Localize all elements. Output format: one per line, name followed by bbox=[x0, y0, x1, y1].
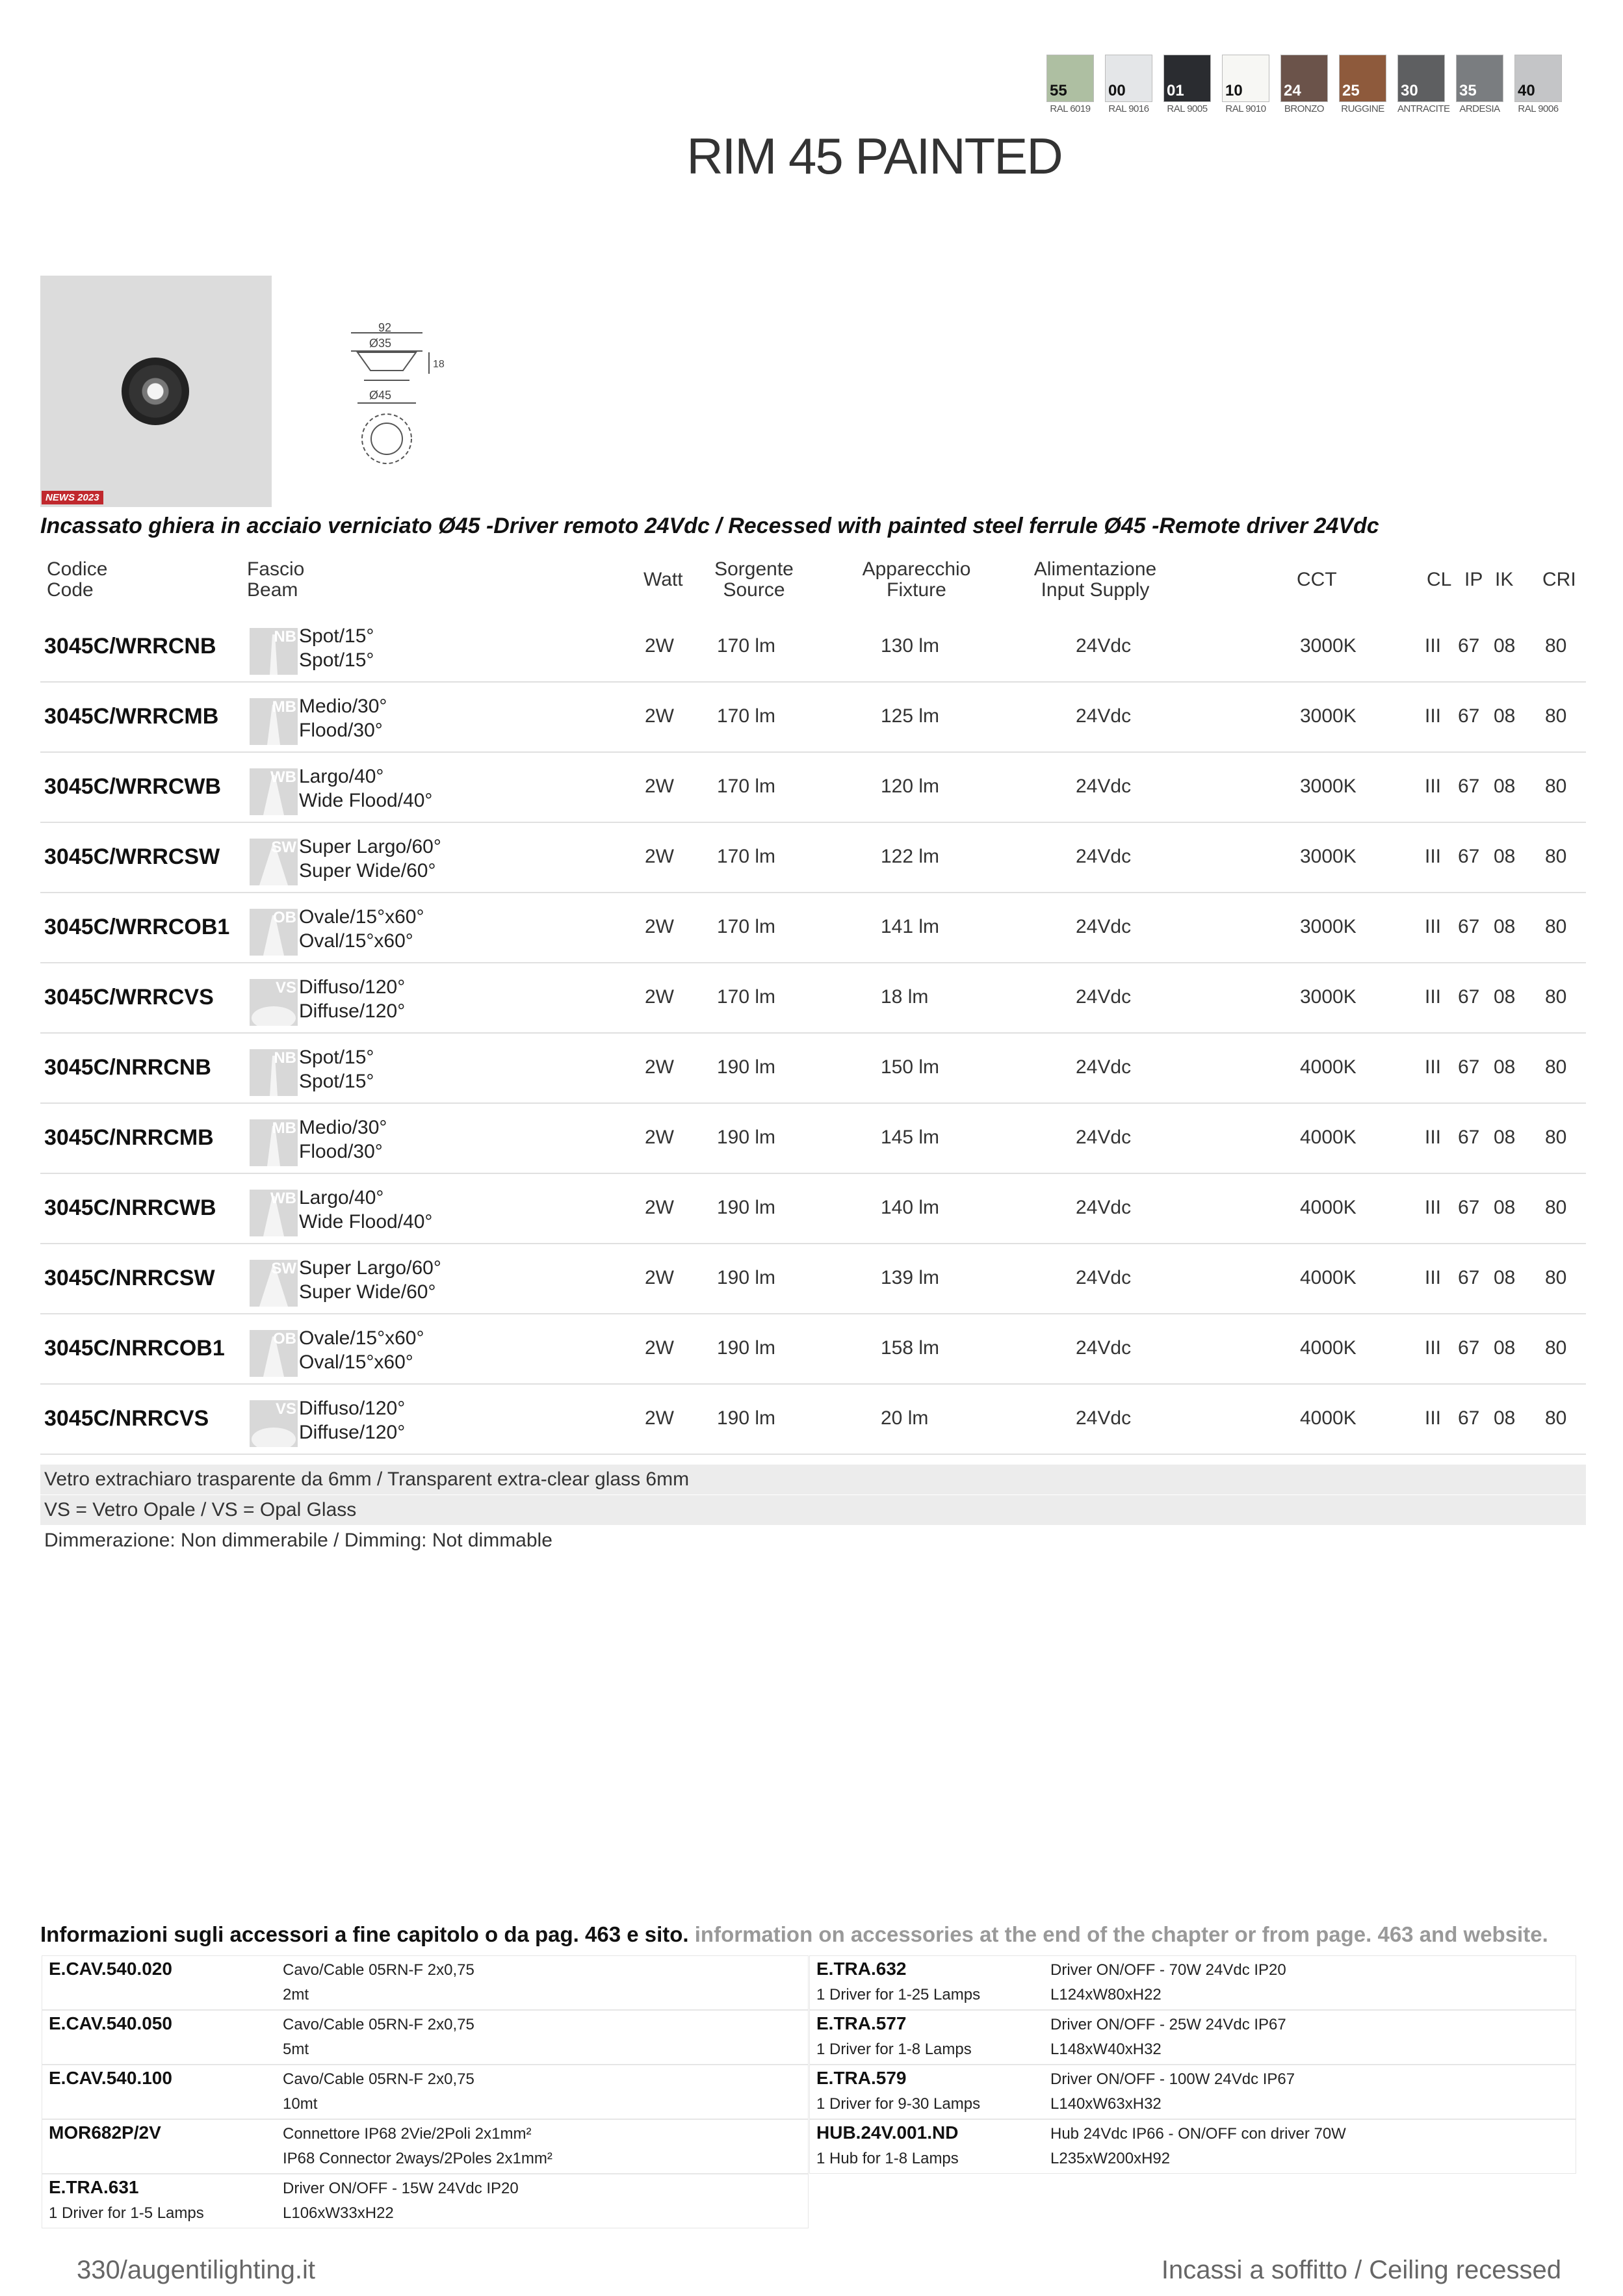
product-description: Incassato ghiera in acciaio verniciato Ø45 -Driver remoto 24Vdc / Recessed with painted steel ferrule Ø45 -Remote driver 24Vdc bbox=[40, 514, 1379, 538]
beam-icon-label: VS bbox=[275, 1400, 296, 1418]
beam-icon-label: OB bbox=[273, 1330, 296, 1348]
accessory-code[interactable]: E.TRA.579 bbox=[816, 2068, 907, 2088]
beam-en: Super Wide/60° bbox=[299, 860, 436, 881]
cell-ik: 08 bbox=[1494, 1267, 1516, 1288]
beam-icon bbox=[250, 1330, 298, 1377]
cell-ik: 08 bbox=[1494, 1056, 1516, 1078]
table-row bbox=[40, 892, 1586, 963]
product-code[interactable]: 3045C/NRRCSW bbox=[44, 1265, 215, 1290]
swatch-ral: RUGGINE bbox=[1341, 103, 1384, 114]
cell-ip: 67 bbox=[1458, 1127, 1480, 1148]
swatch-code: 30 bbox=[1401, 82, 1418, 99]
cell-cct: 4000K bbox=[1300, 1056, 1357, 1078]
cell-watt: 2W bbox=[645, 776, 674, 797]
swatch-30 bbox=[1397, 55, 1450, 114]
accessory-code[interactable]: E.CAV.540.050 bbox=[49, 2013, 172, 2033]
accessory-code[interactable]: MOR682P/2V bbox=[49, 2122, 161, 2143]
header-supply: Alimentazione Input Supply bbox=[1033, 558, 1157, 601]
beam-description bbox=[299, 1326, 424, 1374]
accessory-item bbox=[809, 2119, 1576, 2174]
beam-it: Super Largo/60° bbox=[299, 836, 441, 857]
table-row bbox=[40, 611, 1586, 683]
beam-icon bbox=[250, 628, 298, 675]
cell-source: 190 lm bbox=[717, 1337, 776, 1359]
beam-it: Largo/40° bbox=[299, 766, 384, 787]
note-dimming: Dimmerazione: Non dimmerabile / Dimming: Not dimmable bbox=[44, 1530, 552, 1551]
accessory-note: 1 Driver for 9-30 Lamps bbox=[816, 2095, 981, 2113]
cell-source: 190 lm bbox=[717, 1407, 776, 1429]
beam-description bbox=[299, 835, 441, 883]
accessory-desc: Driver ON/OFF - 70W 24Vdc IP20 bbox=[1050, 1961, 1286, 1979]
cell-ip: 67 bbox=[1458, 846, 1480, 867]
cell-cct: 3000K bbox=[1300, 916, 1357, 937]
cell-watt: 2W bbox=[645, 986, 674, 1008]
cell-cri: 80 bbox=[1545, 1407, 1567, 1429]
cell-watt: 2W bbox=[645, 705, 674, 727]
accessory-item bbox=[42, 2065, 809, 2119]
table-row bbox=[40, 962, 1586, 1034]
swatch-code: 55 bbox=[1050, 82, 1067, 99]
cell-fixture: 18 lm bbox=[881, 986, 929, 1008]
cell-ik: 08 bbox=[1494, 635, 1516, 657]
cell-watt: 2W bbox=[645, 1337, 674, 1359]
accessory-desc: Hub 24Vdc IP66 - ON/OFF con driver 70W bbox=[1050, 2125, 1346, 2143]
swatch-01 bbox=[1163, 55, 1211, 114]
accessory-spec: L140xW63xH32 bbox=[1050, 2095, 1162, 2113]
cell-cl: III bbox=[1425, 776, 1442, 797]
cell-watt: 2W bbox=[645, 1407, 674, 1429]
cell-cri: 80 bbox=[1545, 776, 1567, 797]
table-row bbox=[40, 1173, 1586, 1244]
beam-icon bbox=[250, 698, 298, 745]
cell-fixture: 139 lm bbox=[881, 1267, 940, 1288]
cell-cri: 80 bbox=[1545, 846, 1567, 867]
beam-en: Oval/15°x60° bbox=[299, 930, 413, 952]
cell-source: 190 lm bbox=[717, 1127, 776, 1148]
product-photo bbox=[40, 276, 272, 507]
product-code[interactable]: 3045C/WRRCOB1 bbox=[44, 914, 230, 939]
swatch-code: 25 bbox=[1342, 82, 1360, 99]
cell-ip: 67 bbox=[1458, 1407, 1480, 1429]
beam-it: Medio/30° bbox=[299, 696, 387, 717]
table-row bbox=[40, 681, 1586, 753]
accessory-code[interactable]: E.CAV.540.100 bbox=[49, 2068, 172, 2088]
accessory-code[interactable]: HUB.24V.001.ND bbox=[816, 2122, 959, 2143]
dim-height: 18 bbox=[433, 359, 445, 370]
cell-cct: 4000K bbox=[1300, 1337, 1357, 1359]
swatch-ral: RAL 9010 bbox=[1225, 103, 1266, 114]
footer-section: Incassi a soffitto / Ceiling recessed bbox=[1161, 2256, 1561, 2284]
swatch-ral: BRONZO bbox=[1284, 103, 1325, 114]
beam-it: Spot/15° bbox=[299, 1047, 374, 1068]
beam-icon bbox=[250, 1260, 298, 1307]
cell-fixture: 20 lm bbox=[881, 1407, 929, 1429]
header-fixture: Apparecchio Fixture bbox=[862, 558, 971, 601]
beam-icon bbox=[250, 839, 298, 885]
beam-it: Largo/40° bbox=[299, 1187, 384, 1208]
header-ik: IK bbox=[1495, 569, 1514, 590]
swatch-55 bbox=[1046, 55, 1094, 114]
cell-supply: 24Vdc bbox=[1076, 846, 1132, 867]
header-cri: CRI bbox=[1542, 569, 1576, 590]
swatch-ral: RAL 6019 bbox=[1050, 103, 1091, 114]
swatch-code: 35 bbox=[1459, 82, 1477, 99]
beam-icon bbox=[250, 1119, 298, 1166]
beam-it: Diffuso/120° bbox=[299, 1398, 406, 1419]
finish-swatches bbox=[1046, 55, 1573, 114]
cell-cl: III bbox=[1425, 1337, 1442, 1359]
accessory-code[interactable]: E.TRA.632 bbox=[816, 1959, 907, 1979]
product-code[interactable]: 3045C/NRRCOB1 bbox=[44, 1335, 225, 1361]
product-code[interactable]: 3045C/WRRCNB bbox=[44, 633, 216, 659]
accessory-code[interactable]: E.TRA.577 bbox=[816, 2013, 907, 2033]
cell-watt: 2W bbox=[645, 1267, 674, 1288]
table-row bbox=[40, 1383, 1586, 1455]
beam-en: Diffuse/120° bbox=[299, 1000, 406, 1022]
cell-fixture: 120 lm bbox=[881, 776, 940, 797]
accessory-item bbox=[42, 2119, 809, 2174]
cell-ip: 67 bbox=[1458, 635, 1480, 657]
swatch-00 bbox=[1105, 55, 1152, 114]
cell-cl: III bbox=[1425, 916, 1442, 937]
beam-it: Super Largo/60° bbox=[299, 1257, 441, 1279]
cell-watt: 2W bbox=[645, 1056, 674, 1078]
dim-hole: Ø35 bbox=[369, 337, 392, 350]
table-row bbox=[40, 751, 1586, 823]
cell-cl: III bbox=[1425, 705, 1442, 727]
beam-description bbox=[299, 1115, 387, 1164]
accessory-desc: Cavo/Cable 05RN-F 2x0,75 bbox=[283, 1961, 474, 1979]
beam-icon bbox=[250, 979, 298, 1026]
note-opal: VS = Vetro Opale / VS = Opal Glass bbox=[40, 1495, 1586, 1525]
cell-fixture: 140 lm bbox=[881, 1197, 940, 1218]
cell-cri: 80 bbox=[1545, 1197, 1567, 1218]
accessory-item bbox=[809, 2065, 1576, 2119]
header-ip: IP bbox=[1464, 569, 1483, 590]
beam-icon bbox=[250, 1049, 298, 1096]
cell-fixture: 150 lm bbox=[881, 1056, 940, 1078]
cell-watt: 2W bbox=[645, 1197, 674, 1218]
swatch-chip bbox=[1339, 55, 1386, 102]
header-source: Sorgente Source bbox=[714, 558, 794, 601]
accessory-item bbox=[42, 2010, 809, 2065]
technical-drawing bbox=[344, 319, 455, 468]
beam-it: Spot/15° bbox=[299, 625, 374, 647]
cell-fixture: 130 lm bbox=[881, 635, 940, 657]
accessory-item bbox=[809, 2010, 1576, 2065]
beam-description bbox=[299, 694, 387, 742]
header-watt: Watt bbox=[643, 569, 683, 590]
beam-en: Wide Flood/40° bbox=[299, 790, 433, 811]
beam-description bbox=[299, 764, 432, 813]
beam-en: Spot/15° bbox=[299, 649, 374, 671]
beam-en: Diffuse/120° bbox=[299, 1422, 406, 1443]
table-row bbox=[40, 1313, 1586, 1385]
cell-supply: 24Vdc bbox=[1076, 1127, 1132, 1148]
cell-cct: 4000K bbox=[1300, 1197, 1357, 1218]
cell-cct: 3000K bbox=[1300, 986, 1357, 1008]
beam-icon-label: NB bbox=[274, 628, 296, 646]
product-code[interactable]: 3045C/WRRCVS bbox=[44, 984, 214, 1010]
cell-ip: 67 bbox=[1458, 705, 1480, 727]
accessory-item bbox=[809, 1955, 1576, 2010]
cell-watt: 2W bbox=[645, 635, 674, 657]
cell-ip: 67 bbox=[1458, 1197, 1480, 1218]
cell-supply: 24Vdc bbox=[1076, 776, 1132, 797]
accessory-desc: Driver ON/OFF - 25W 24Vdc IP67 bbox=[1050, 2016, 1286, 2033]
beam-it: Ovale/15°x60° bbox=[299, 1327, 424, 1349]
product-code[interactable]: 3045C/NRRCNB bbox=[44, 1054, 211, 1080]
cell-cl: III bbox=[1425, 1407, 1442, 1429]
beam-icon bbox=[250, 1190, 298, 1236]
accessories-title: Informazioni sugli accessori a fine capitolo o da pag. 463 e sito. information on accessories at the end of the chapter or from page. 463 and website. bbox=[40, 1922, 1548, 1946]
beam-en: Wide Flood/40° bbox=[299, 1211, 433, 1233]
beam-en: Flood/30° bbox=[299, 1141, 383, 1162]
swatch-ral: RAL 9005 bbox=[1167, 103, 1208, 114]
beam-icon-label: MB bbox=[272, 1119, 296, 1137]
cell-cct: 4000K bbox=[1300, 1267, 1357, 1288]
cell-watt: 2W bbox=[645, 916, 674, 937]
news-badge: NEWS 2023 bbox=[42, 491, 103, 504]
cell-cct: 3000K bbox=[1300, 776, 1357, 797]
swatch-code: 10 bbox=[1225, 82, 1243, 99]
cell-cl: III bbox=[1425, 1267, 1442, 1288]
swatch-chip bbox=[1105, 55, 1152, 102]
cell-cri: 80 bbox=[1545, 1267, 1567, 1288]
cell-ik: 08 bbox=[1494, 986, 1516, 1008]
beam-en: Spot/15° bbox=[299, 1071, 374, 1092]
beam-it: Ovale/15°x60° bbox=[299, 906, 424, 928]
accessory-spec: L148xW40xH32 bbox=[1050, 2041, 1162, 2058]
product-code[interactable]: 3045C/WRRCSW bbox=[44, 844, 220, 869]
cell-cri: 80 bbox=[1545, 1337, 1567, 1359]
product-code[interactable]: 3045C/NRRCWB bbox=[44, 1195, 216, 1220]
cell-supply: 24Vdc bbox=[1076, 705, 1132, 727]
swatch-ral: RAL 9016 bbox=[1108, 103, 1149, 114]
beam-icon bbox=[250, 909, 298, 956]
footer-page-site[interactable]: 330/augentilighting.it bbox=[77, 2256, 315, 2284]
cell-ip: 67 bbox=[1458, 1056, 1480, 1078]
note-glass: Vetro extrachiaro trasparente da 6mm / Transparent extra-clear glass 6mm bbox=[40, 1465, 1586, 1494]
cell-fixture: 158 lm bbox=[881, 1337, 940, 1359]
cell-cl: III bbox=[1425, 986, 1442, 1008]
accessory-item bbox=[42, 2174, 809, 2228]
cell-cri: 80 bbox=[1545, 916, 1567, 937]
cell-cct: 3000K bbox=[1300, 635, 1357, 657]
product-code[interactable]: 3045C/WRRCMB bbox=[44, 703, 219, 729]
swatch-chip bbox=[1397, 55, 1445, 102]
beam-description bbox=[299, 1396, 405, 1444]
accessory-note: 1 Driver for 1-25 Lamps bbox=[816, 1986, 981, 2003]
cell-watt: 2W bbox=[645, 846, 674, 867]
cell-cri: 80 bbox=[1545, 705, 1567, 727]
header-beam: Fascio Beam bbox=[247, 558, 305, 601]
cell-cl: III bbox=[1425, 846, 1442, 867]
cell-source: 190 lm bbox=[717, 1267, 776, 1288]
accessory-code[interactable]: E.TRA.631 bbox=[49, 2177, 139, 2197]
beam-icon-label: NB bbox=[274, 1049, 296, 1067]
beam-en: Flood/30° bbox=[299, 720, 383, 741]
swatch-code: 01 bbox=[1167, 82, 1184, 99]
product-code[interactable]: 3045C/WRRCWB bbox=[44, 774, 222, 799]
cell-ik: 08 bbox=[1494, 1407, 1516, 1429]
cell-cct: 3000K bbox=[1300, 705, 1357, 727]
cell-ik: 08 bbox=[1494, 846, 1516, 867]
cell-fixture: 145 lm bbox=[881, 1127, 940, 1148]
swatch-ral: RAL 9006 bbox=[1518, 103, 1559, 114]
cell-ik: 08 bbox=[1494, 1337, 1516, 1359]
cell-cri: 80 bbox=[1545, 1127, 1567, 1148]
beam-it: Diffuso/120° bbox=[299, 976, 406, 998]
dim-diameter: Ø45 bbox=[369, 389, 392, 402]
header-code: Codice Code bbox=[47, 558, 108, 601]
cell-cl: III bbox=[1425, 1197, 1442, 1218]
cell-supply: 24Vdc bbox=[1076, 986, 1132, 1008]
table-row bbox=[40, 1243, 1586, 1314]
swatch-24 bbox=[1280, 55, 1328, 114]
swatch-chip bbox=[1222, 55, 1269, 102]
cell-source: 190 lm bbox=[717, 1056, 776, 1078]
table-row bbox=[40, 1102, 1586, 1174]
accessory-spec: 5mt bbox=[283, 2041, 309, 2058]
accessory-spec: 2mt bbox=[283, 1986, 309, 2003]
cell-fixture: 141 lm bbox=[881, 916, 940, 937]
cell-ik: 08 bbox=[1494, 776, 1516, 797]
cell-ik: 08 bbox=[1494, 1197, 1516, 1218]
accessory-code[interactable]: E.CAV.540.020 bbox=[49, 1959, 172, 1979]
beam-icon bbox=[250, 1400, 298, 1447]
beam-icon bbox=[250, 768, 298, 815]
swatch-code: 00 bbox=[1108, 82, 1126, 99]
swatch-code: 40 bbox=[1518, 82, 1535, 99]
swatch-code: 24 bbox=[1284, 82, 1301, 99]
dim-width: 92 bbox=[378, 321, 392, 334]
accessory-desc: Driver ON/OFF - 15W 24Vdc IP20 bbox=[283, 2180, 519, 2197]
beam-icon-label: WB bbox=[270, 768, 296, 786]
cell-cl: III bbox=[1425, 1056, 1442, 1078]
cell-supply: 24Vdc bbox=[1076, 1407, 1132, 1429]
accessory-spec: IP68 Connector 2ways/2Poles 2x1mm² bbox=[283, 2150, 552, 2167]
cell-ip: 67 bbox=[1458, 916, 1480, 937]
accessory-desc: Driver ON/OFF - 100W 24Vdc IP67 bbox=[1050, 2070, 1295, 2088]
cell-supply: 24Vdc bbox=[1076, 635, 1132, 657]
beam-description bbox=[299, 975, 405, 1023]
swatch-ral: ARDESIA bbox=[1459, 103, 1500, 114]
cell-watt: 2W bbox=[645, 1127, 674, 1148]
accessory-spec: L235xW200xH92 bbox=[1050, 2150, 1171, 2167]
cell-ik: 08 bbox=[1494, 916, 1516, 937]
cell-fixture: 125 lm bbox=[881, 705, 940, 727]
header-cct: CCT bbox=[1297, 569, 1337, 590]
beam-description bbox=[299, 1045, 374, 1093]
swatch-chip bbox=[1280, 55, 1328, 102]
swatch-chip bbox=[1456, 55, 1503, 102]
swatch-40 bbox=[1514, 55, 1562, 114]
beam-description bbox=[299, 1186, 432, 1234]
cell-source: 170 lm bbox=[717, 705, 776, 727]
beam-icon-label: WB bbox=[270, 1190, 296, 1207]
beam-icon-label: SW bbox=[271, 839, 296, 856]
accessory-note: 1 Driver for 1-5 Lamps bbox=[49, 2204, 204, 2222]
cell-fixture: 122 lm bbox=[881, 846, 940, 867]
swatch-25 bbox=[1339, 55, 1386, 114]
cell-source: 170 lm bbox=[717, 916, 776, 937]
beam-description bbox=[299, 624, 374, 672]
cell-ip: 67 bbox=[1458, 1337, 1480, 1359]
header-cl: CL bbox=[1427, 569, 1452, 590]
accessory-note: 1 Hub for 1-8 Lamps bbox=[816, 2150, 959, 2167]
cell-source: 190 lm bbox=[717, 1197, 776, 1218]
accessory-spec: L124xW80xH22 bbox=[1050, 1986, 1162, 2003]
swatch-chip bbox=[1163, 55, 1211, 102]
beam-description bbox=[299, 905, 424, 953]
product-code[interactable]: 3045C/NRRCMB bbox=[44, 1125, 214, 1150]
page-title: RIM 45 PAINTED bbox=[686, 127, 1062, 185]
cell-ik: 08 bbox=[1494, 1127, 1516, 1148]
beam-icon-label: VS bbox=[275, 979, 296, 997]
accessory-desc: Cavo/Cable 05RN-F 2x0,75 bbox=[283, 2070, 474, 2088]
swatch-10 bbox=[1222, 55, 1269, 114]
cell-supply: 24Vdc bbox=[1076, 1197, 1132, 1218]
beam-en: Super Wide/60° bbox=[299, 1281, 436, 1303]
beam-it: Medio/30° bbox=[299, 1117, 387, 1138]
cell-supply: 24Vdc bbox=[1076, 916, 1132, 937]
cell-supply: 24Vdc bbox=[1076, 1056, 1132, 1078]
beam-icon-label: OB bbox=[273, 909, 296, 926]
cell-cct: 3000K bbox=[1300, 846, 1357, 867]
beam-en: Oval/15°x60° bbox=[299, 1351, 413, 1373]
cell-cct: 4000K bbox=[1300, 1127, 1357, 1148]
cell-cct: 4000K bbox=[1300, 1407, 1357, 1429]
cell-supply: 24Vdc bbox=[1076, 1337, 1132, 1359]
cell-ik: 08 bbox=[1494, 705, 1516, 727]
accessory-note: 1 Driver for 1-8 Lamps bbox=[816, 2041, 972, 2058]
cell-cl: III bbox=[1425, 635, 1442, 657]
swatch-chip bbox=[1046, 55, 1094, 102]
cell-ip: 67 bbox=[1458, 776, 1480, 797]
beam-description bbox=[299, 1256, 441, 1304]
cell-source: 170 lm bbox=[717, 846, 776, 867]
cell-cri: 80 bbox=[1545, 986, 1567, 1008]
swatch-ral: ANTRACITE bbox=[1397, 103, 1450, 114]
accessory-desc: Connettore IP68 2Vie/2Poli 2x1mm² bbox=[283, 2125, 532, 2143]
product-code[interactable]: 3045C/NRRCVS bbox=[44, 1405, 209, 1431]
table-row bbox=[40, 1032, 1586, 1104]
accessory-spec: L106xW33xH22 bbox=[283, 2204, 394, 2222]
cell-source: 170 lm bbox=[717, 986, 776, 1008]
cell-cl: III bbox=[1425, 1127, 1442, 1148]
swatch-chip bbox=[1514, 55, 1562, 102]
cell-supply: 24Vdc bbox=[1076, 1267, 1132, 1288]
cell-cri: 80 bbox=[1545, 1056, 1567, 1078]
cell-source: 170 lm bbox=[717, 776, 776, 797]
accessory-spec: 10mt bbox=[283, 2095, 318, 2113]
beam-icon-label: SW bbox=[271, 1260, 296, 1277]
accessory-desc: Cavo/Cable 05RN-F 2x0,75 bbox=[283, 2016, 474, 2033]
product-ring-image bbox=[122, 358, 189, 425]
cell-source: 170 lm bbox=[717, 635, 776, 657]
swatch-35 bbox=[1456, 55, 1503, 114]
cell-cri: 80 bbox=[1545, 635, 1567, 657]
table-row bbox=[40, 822, 1586, 893]
cell-ip: 67 bbox=[1458, 1267, 1480, 1288]
accessory-item bbox=[42, 1955, 809, 2010]
cell-ip: 67 bbox=[1458, 986, 1480, 1008]
beam-icon-label: MB bbox=[272, 698, 296, 716]
